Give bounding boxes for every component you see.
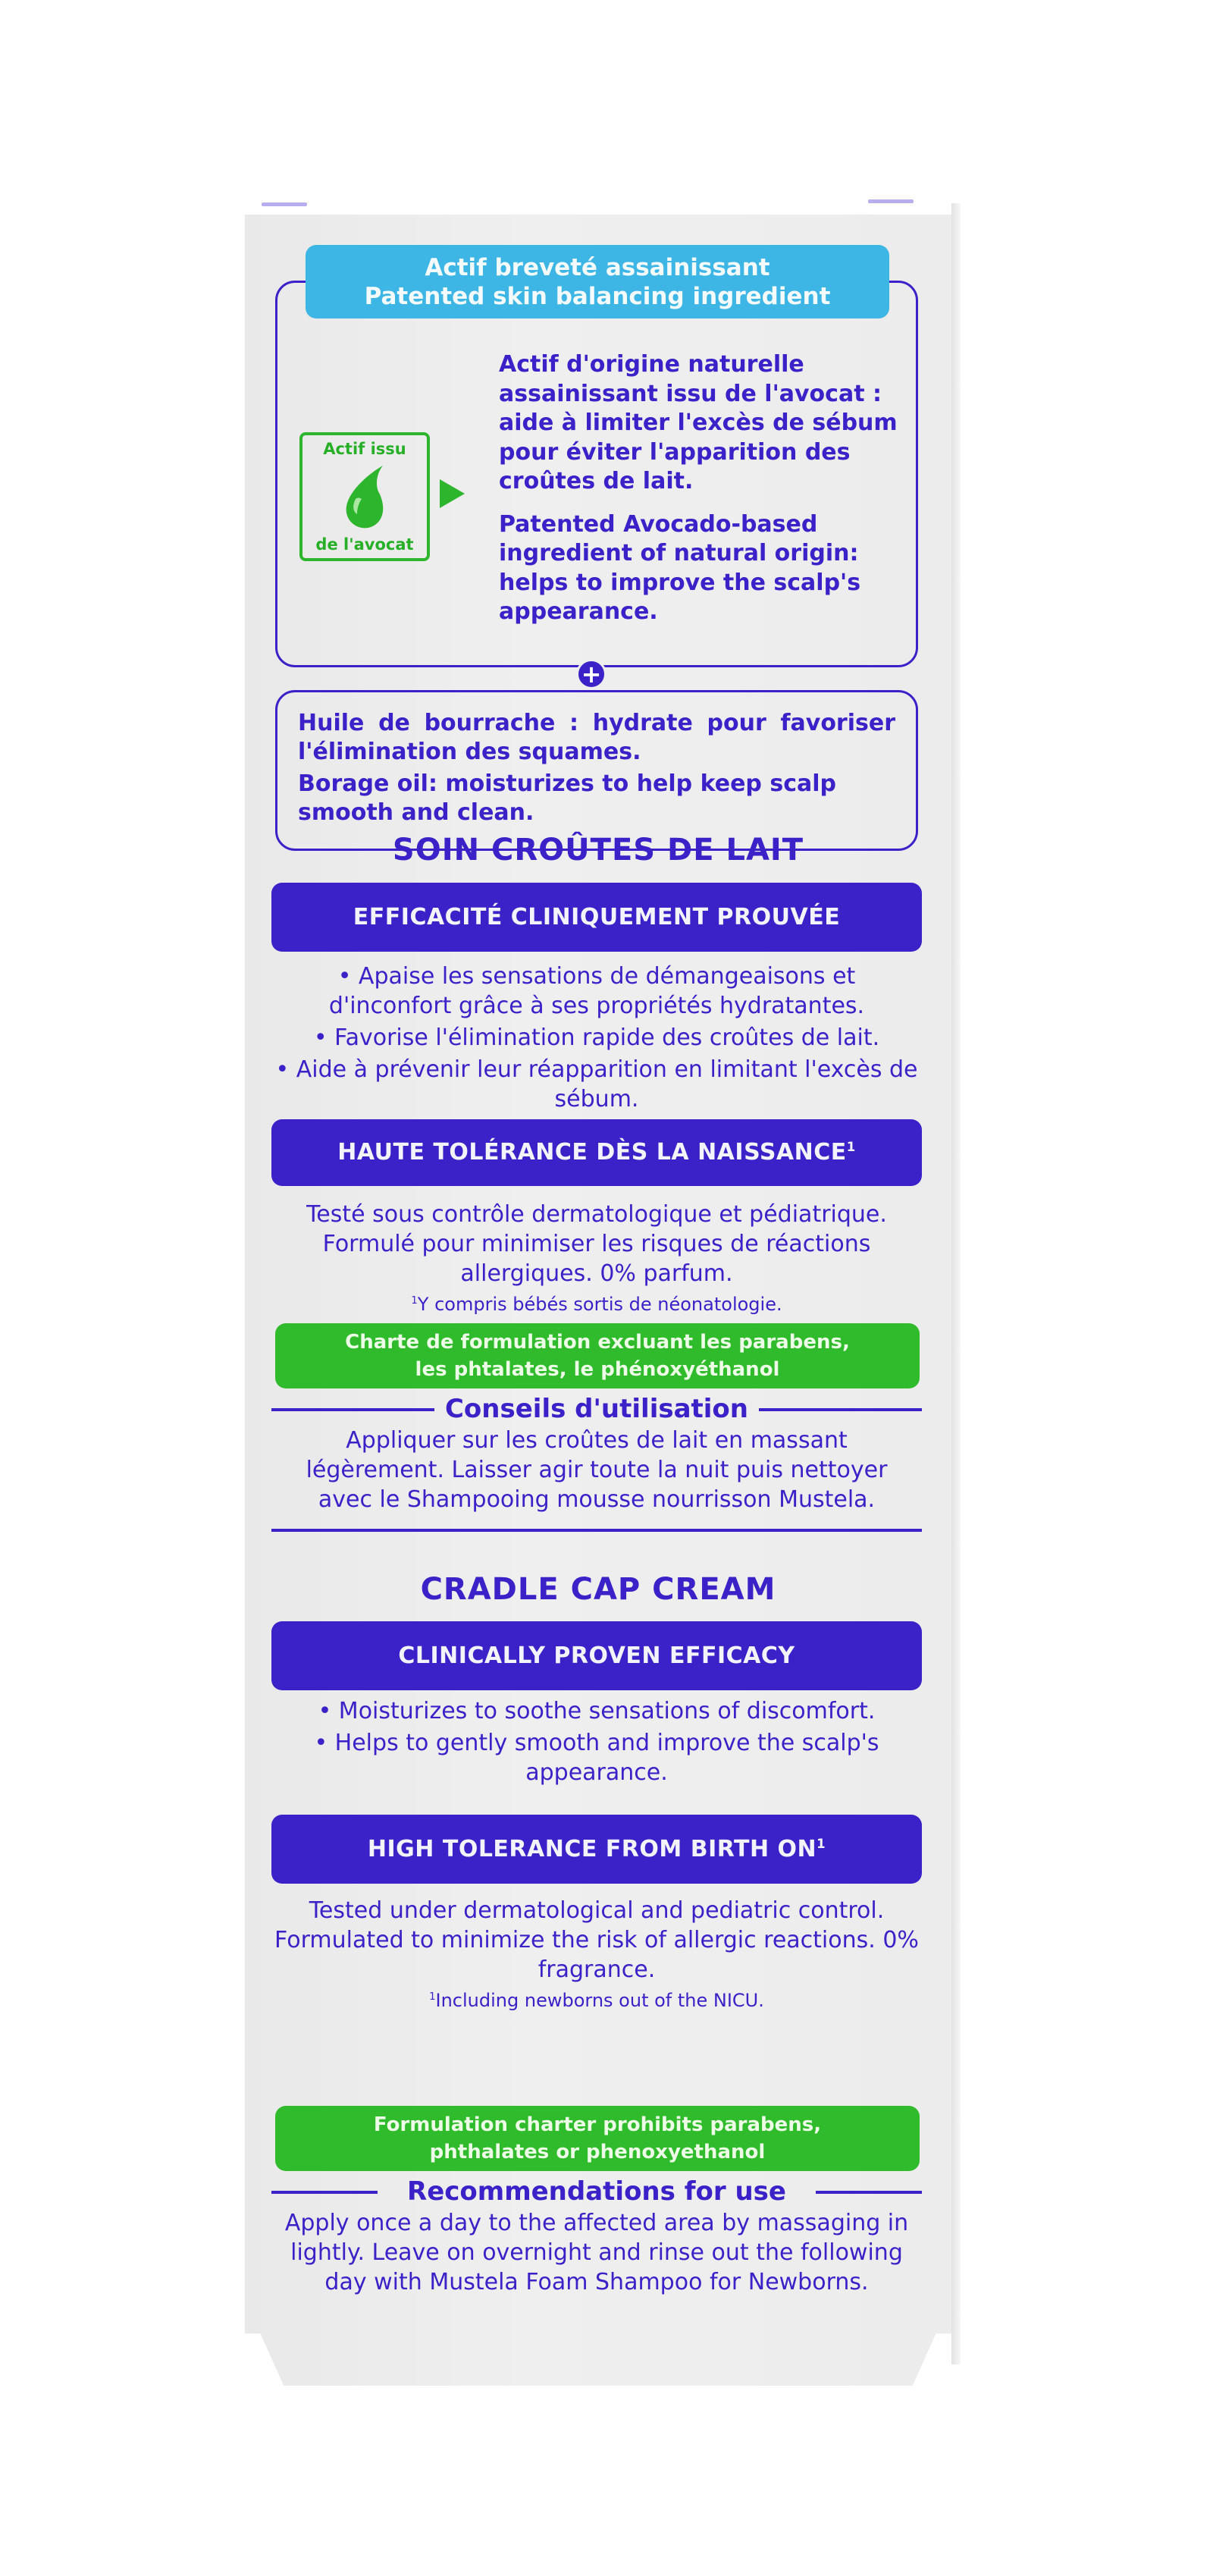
box-side-edge [951, 203, 961, 2364]
description-fr: Actif d'origine naturelle assainissant issu de l'avocat : aide à limiter l'excès de sébum pour éviter l'apparition des croûtes de lait. [499, 351, 898, 494]
patented-ingredient-banner [306, 245, 889, 318]
rule-line [816, 2191, 922, 2194]
banner-title-fr: Actif breveté assainissant [425, 254, 770, 281]
description-en: Patented Avocado-based ingredient of natural origin: helps to improve the scalp's appearance. [499, 510, 861, 625]
usage-title: Recommendations for use [407, 2176, 786, 2207]
footnote-marker: 1 [846, 1140, 856, 1154]
french-usage-heading [271, 1392, 922, 1426]
french-product-title: SOIN CROÛTES DE LAIT [392, 833, 804, 868]
tolerance-text: Tested under dermatological and pediatric control. Formulated to minimize the risk of allergic reactions. 0% fragrance. [274, 1897, 919, 1983]
rule-line [759, 1408, 922, 1411]
usage-text: Apply once a day to the affected area by massaging in lightly. Leave on overnight and rinse out the following day with Mustela Foam Shampoo for Newborns. [284, 2210, 909, 2295]
bullet-item: • Moisturizes to soothe sensations of discomfort. [318, 1698, 876, 1724]
plus-icon: + [576, 659, 606, 689]
footnote [262, 1989, 932, 2012]
charter-line-1: Formulation charter prohibits parabens, [373, 2113, 822, 2136]
english-efficacy-bullets [262, 1696, 932, 1790]
english-tolerance-text-block [262, 1896, 932, 2014]
french-tolerance-header [271, 1119, 922, 1186]
bullet-item: • Helps to gently smooth and improve the scalp's appearance. [314, 1730, 879, 1786]
box-top-flap-left [262, 202, 307, 206]
tolerance-text: Testé sous contrôle dermatologique et pédiatrique. Formulé pour minimiser les risques de réactions allergiques. 0% parfum. [306, 1201, 887, 1287]
french-efficacy-bullets [262, 962, 932, 1116]
english-usage-text [262, 2208, 932, 2299]
french-tolerance-text-block [262, 1200, 932, 1318]
triangle-right-icon [440, 479, 465, 508]
english-tolerance-header [271, 1815, 922, 1884]
badge-top-text: Actif issu [323, 440, 406, 458]
banner-title-en: Patented skin balancing ingredient [364, 283, 831, 310]
borage-text-fr: Huile de bourrache : hydrate pour favoriser l'élimination des squames. [298, 710, 895, 765]
patented-ingredient-description [499, 350, 908, 641]
borage-oil-frame [275, 690, 918, 851]
avocado-drop-icon [339, 464, 392, 532]
english-efficacy-header: CLINICALLY PROVEN EFFICACY [271, 1621, 922, 1690]
tolerance-header-text: HAUTE TOLÉRANCE DÈS LA NAISSANCE [337, 1139, 847, 1166]
footnote-marker: 1 [429, 1991, 436, 2003]
bullet-item: • Favorise l'élimination rapide des croûtes de lait. [313, 1024, 880, 1051]
box-top-flap-right [868, 199, 914, 203]
english-product-title: CRADLE CAP CREAM [420, 1572, 776, 1607]
badge-bottom-text: de l'avocat [315, 535, 414, 554]
bullet-item: • Apaise les sensations de démangeaisons et d'inconfort grâce à ses propriétés hydratantes. [328, 963, 865, 1019]
borage-text-en: Borage oil: moisturizes to help keep scalp smooth and clean. [298, 770, 836, 826]
charter-line-1: Charte de formulation excluant les parabens, [345, 1331, 850, 1354]
footnote-marker: 1 [817, 1837, 826, 1851]
tolerance-header-text: HIGH TOLERANCE FROM BIRTH ON [367, 1836, 817, 1862]
english-formulation-charter [275, 2106, 920, 2171]
french-formulation-charter [275, 1323, 920, 1388]
bullet-item: • Aide à prévenir leur réapparition en limitant l'excès de sébum. [275, 1056, 918, 1112]
usage-title: Conseils d'utilisation [444, 1394, 748, 1424]
avocado-origin-badge [299, 432, 430, 561]
footnote-text: Y compris bébés sortis de néonatologie. [417, 1294, 782, 1315]
charter-line-2: phthalates or phenoxyethanol [429, 2141, 766, 2163]
charter-line-2: les phtalates, le phénoxyéthanol [415, 1358, 780, 1381]
section-divider [271, 1529, 922, 1532]
footnote-marker: 1 [411, 1295, 418, 1307]
usage-text: Appliquer sur les croûtes de lait en massant légèrement. Laisser agir toute la nuit puis nettoyer avec le Shampooing mousse nourrisson Mustela. [306, 1427, 888, 1513]
footnote [262, 1293, 932, 1316]
french-efficacy-header: EFFICACITÉ CLINIQUEMENT PROUVÉE [271, 883, 922, 952]
footnote-text: Including newborns out of the NICU. [435, 1990, 764, 2011]
french-usage-text [262, 1426, 932, 1517]
english-usage-heading [271, 2175, 922, 2208]
